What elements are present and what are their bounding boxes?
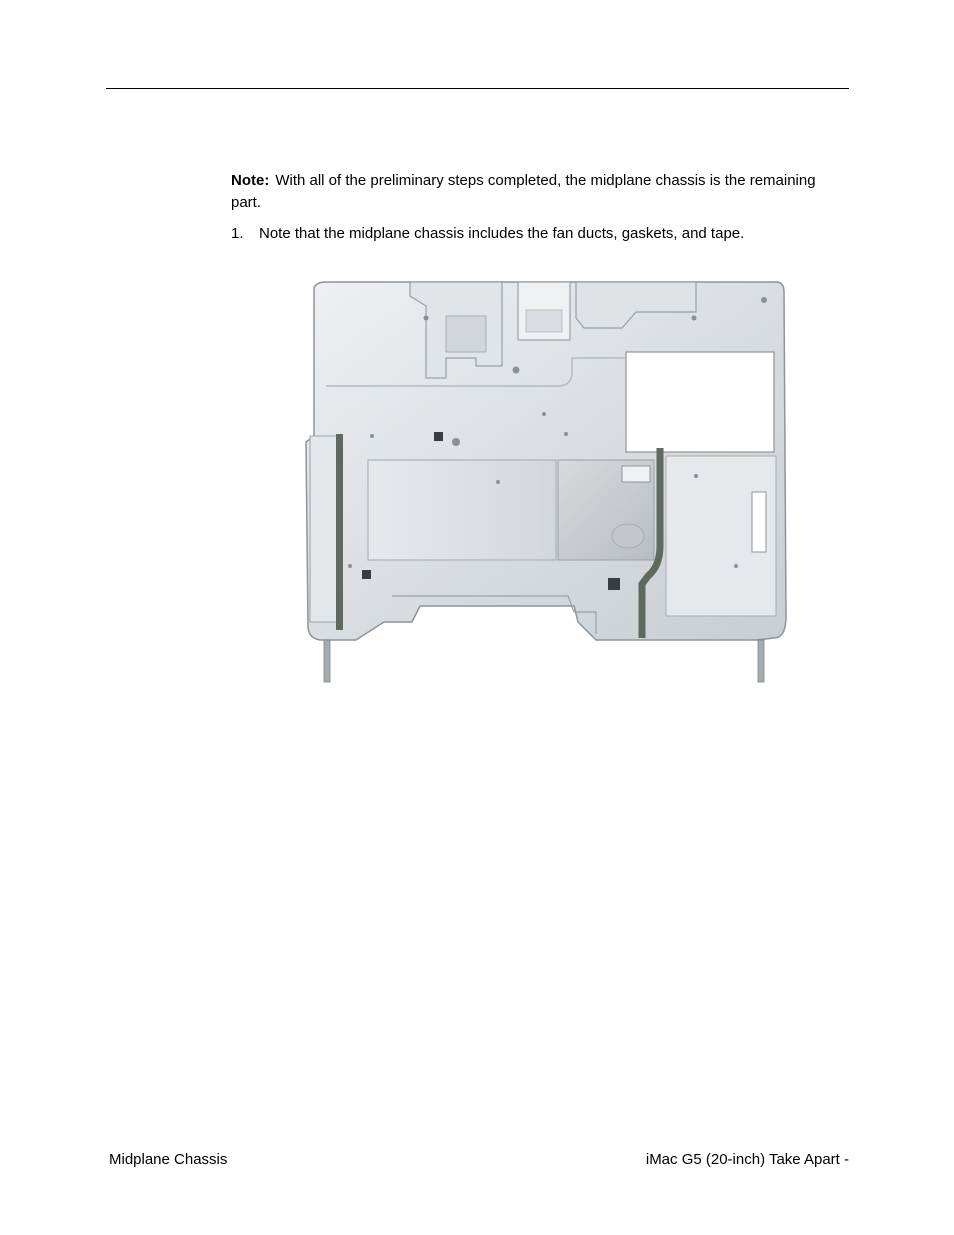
left-rail [310,436,340,622]
note-text: With all of the preliminary steps completed, the midplane chassis is the remaining part. [231,172,816,211]
screw [734,564,738,568]
screw [452,438,460,446]
step-item [231,223,849,245]
left-gasket [336,434,343,630]
midplane-chassis-photo [296,266,796,688]
page-content [231,170,849,245]
note-label: Note: [231,172,270,189]
screw [424,316,429,321]
footer-document-title: iMac G5 (20-inch) Take Apart - [645,1151,849,1168]
screw [692,316,697,321]
foam-pad [608,578,620,590]
step-number: 1. [231,225,244,242]
chassis-illustration [296,266,796,688]
screw [542,412,546,416]
footer-section-title: Midplane Chassis [109,1151,228,1168]
right-slot [752,492,766,552]
recessed-panel [368,460,556,560]
foam-pad [362,570,371,579]
shield-label [622,466,650,482]
step-text: Note that the midplane chassis includes the fan ducts, gaskets, and tape. [259,225,745,242]
screw [761,297,767,303]
chassis-cutout [626,352,774,452]
screw [348,564,352,568]
header-rule [106,88,849,89]
left-standoff [324,640,330,682]
note-paragraph [231,170,849,214]
screw [513,367,520,374]
screw [496,480,500,484]
screw [370,434,374,438]
duct-slot [446,316,486,352]
screw [564,432,568,436]
screw [694,474,698,478]
center-bracket-inner [526,310,562,332]
right-standoff [758,640,764,682]
foam-pad [434,432,443,441]
thermal-pad [612,524,644,548]
